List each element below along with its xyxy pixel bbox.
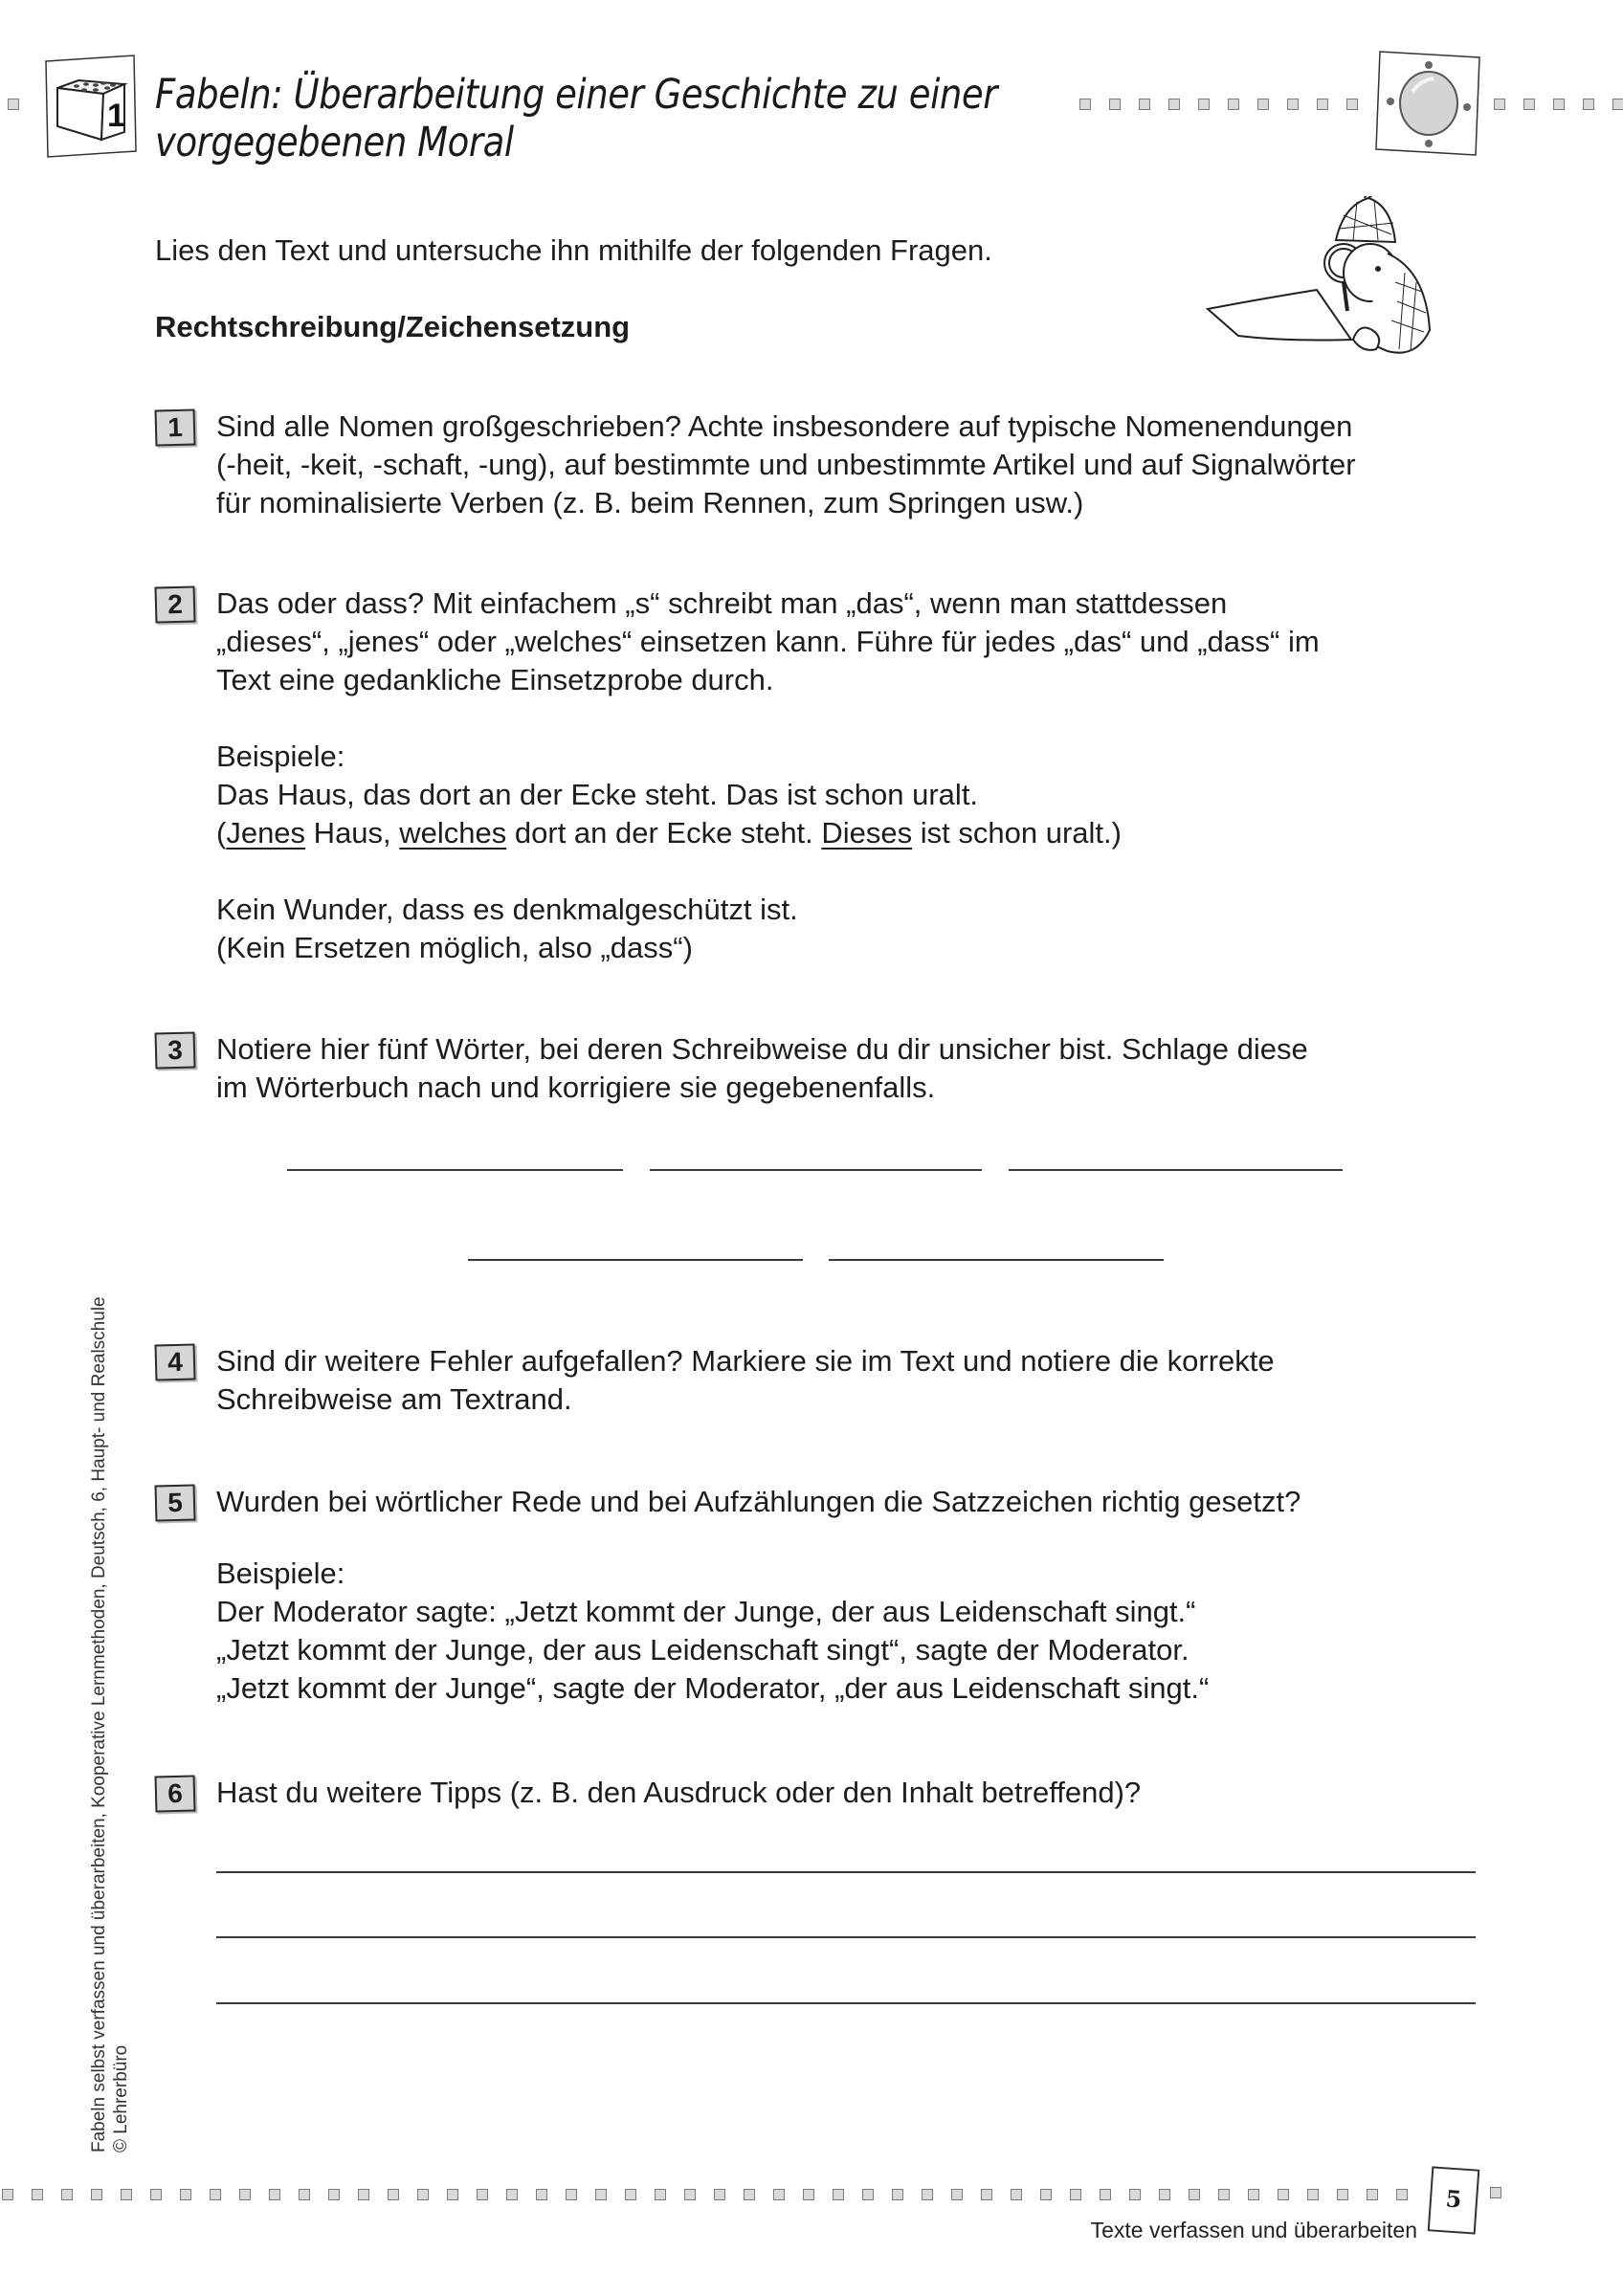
dot-decoration xyxy=(1070,2189,1081,2200)
example-line: Das Haus, das dort an der Ecke steht. Das ist schon uralt. xyxy=(216,778,979,811)
dot-decoration xyxy=(922,2189,933,2200)
dot-decoration xyxy=(358,2189,369,2200)
examples-label: Beispiele: xyxy=(216,740,345,773)
dot-decoration xyxy=(269,2189,280,2200)
example-line-underlined xyxy=(216,814,1499,852)
dot-decoration xyxy=(8,99,19,110)
example-text: Haus, xyxy=(305,816,400,850)
top-right-dots-row xyxy=(1494,99,1623,110)
task-number-badge: 4 xyxy=(155,1343,196,1380)
dot-decoration xyxy=(417,2189,429,2200)
example-line: Kein Wunder, dass es denkmalgeschützt ist. xyxy=(216,893,798,926)
dot-decoration xyxy=(1317,99,1328,110)
dot-decoration xyxy=(1307,2189,1319,2200)
dot-decoration xyxy=(595,2189,607,2200)
dot-decoration xyxy=(1228,99,1239,110)
dot-decoration xyxy=(1287,99,1299,110)
dot-decoration xyxy=(1248,2189,1259,2200)
example-line: „Jetzt kommt der Junge“, sagte der Moderator, „der aus Leidenschaft singt.“ xyxy=(216,1671,1210,1705)
dot-decoration xyxy=(1011,2189,1022,2200)
dot-decoration xyxy=(1278,2189,1289,2200)
word-answer-blank[interactable] xyxy=(287,1169,623,1171)
top-left-dot xyxy=(8,99,37,110)
underlined-word: Dieses xyxy=(821,816,913,850)
dot-decoration xyxy=(625,2189,636,2200)
dot-decoration xyxy=(150,2189,162,2200)
task-text-line: Sind alle Nomen großgeschrieben? Achte insbesondere auf typische Nomenendungen xyxy=(216,409,1353,443)
dot-decoration xyxy=(328,2189,340,2200)
chapter-dice-badge xyxy=(42,54,138,159)
word-answer-blank[interactable] xyxy=(1009,1169,1343,1171)
dot-decoration xyxy=(239,2189,251,2200)
dot-decoration xyxy=(1139,99,1150,110)
dot-decoration xyxy=(1040,2189,1052,2200)
task-text-line: Text eine gedankliche Einsetzprobe durch. xyxy=(216,663,774,696)
dot-decoration xyxy=(447,2189,458,2200)
task-text-line: Schreibweise am Textrand. xyxy=(216,1382,572,1416)
task-number-badge: 1 xyxy=(155,408,196,446)
task-number-badge: 6 xyxy=(155,1775,196,1812)
dot-decoration xyxy=(1189,2189,1200,2200)
task-text-line: für nominalisierte Verben (z. B. beim Rennen, zum Springen usw.) xyxy=(216,486,1084,519)
dot-decoration xyxy=(1218,2189,1230,2200)
task-number-badge: 2 xyxy=(155,585,196,623)
task-number-badge: 3 xyxy=(155,1031,196,1069)
dot-decoration xyxy=(1109,99,1121,110)
side-credit-line: Fabeln selbst verfassen und überarbeiten, Kooperative Lernmethoden, Deutsch, 6, Haupt- und Realschule xyxy=(89,1296,109,2152)
dot-decoration xyxy=(1553,99,1565,110)
word-answer-blank[interactable] xyxy=(468,1259,803,1261)
dot-decoration xyxy=(714,2189,725,2200)
dot-decoration xyxy=(1494,99,1505,110)
porthole-icon xyxy=(1374,50,1481,157)
dot-decoration xyxy=(1612,99,1623,110)
top-dots-row xyxy=(1079,99,1376,110)
example-text: ( xyxy=(216,816,227,850)
dot-decoration xyxy=(1159,2189,1170,2200)
task-text-line: Hast du weitere Tipps (z. B. den Ausdruck oder den Inhalt betreffend)? xyxy=(216,1776,1142,1809)
page-title xyxy=(155,71,997,166)
task-text-line: Notiere hier fünf Wörter, bei deren Schreibweise du dir unsicher bist. Schlage diese xyxy=(216,1032,1308,1066)
dot-decoration xyxy=(1346,99,1358,110)
word-answer-blank[interactable] xyxy=(650,1169,982,1171)
dot-decoration xyxy=(566,2189,577,2200)
dot-decoration xyxy=(121,2189,132,2200)
example-line: „Jetzt kommt der Junge, der aus Leidenschaft singt“, sagte der Moderator. xyxy=(216,1633,1189,1667)
answer-line[interactable] xyxy=(216,1936,1476,1938)
task-text-line: Wurden bei wörtlicher Rede und bei Aufzählungen die Satzzeichen richtig gesetzt? xyxy=(216,1485,1301,1518)
underlined-word: Jenes xyxy=(226,816,306,850)
dot-decoration xyxy=(1583,99,1594,110)
dot-decoration xyxy=(2,2189,13,2200)
dot-decoration xyxy=(536,2189,547,2200)
dot-decoration xyxy=(803,2189,814,2200)
page-title-line: vorgegebenen Moral xyxy=(155,119,514,166)
task-number-badge: 5 xyxy=(155,1484,196,1521)
bottom-right-dot xyxy=(1490,2187,1520,2198)
page-title-line: Fabeln: Überarbeitung einer Geschichte zu einer xyxy=(155,71,998,119)
task-text-line: „dieses“, „jenes“ oder „welches“ einsetzen kann. Führe für jedes „das“ und „dass“ im xyxy=(216,625,1320,658)
answer-line[interactable] xyxy=(216,1871,1476,1873)
examples-label: Beispiele: xyxy=(216,1556,345,1590)
example-text: ist schon uralt.) xyxy=(912,816,1122,850)
dot-decoration xyxy=(981,2189,992,2200)
dot-decoration xyxy=(862,2189,874,2200)
dot-decoration xyxy=(1490,2187,1501,2198)
dot-decoration xyxy=(388,2189,399,2200)
dot-decoration xyxy=(1198,99,1210,110)
dot-decoration xyxy=(773,2189,785,2200)
detective-illustration xyxy=(1200,196,1458,366)
bottom-dots-row xyxy=(2,2189,1426,2200)
answer-line[interactable] xyxy=(216,2002,1476,2004)
dot-decoration xyxy=(655,2189,666,2200)
dot-decoration xyxy=(892,2189,903,2200)
dot-decoration xyxy=(684,2189,696,2200)
dot-decoration xyxy=(180,2189,191,2200)
dot-decoration xyxy=(951,2189,963,2200)
porthole-badge xyxy=(1374,50,1481,157)
chapter-number: 1 xyxy=(107,98,125,134)
intro-text: Lies den Text und untersuche ihn mithilfe der folgenden Fragen. xyxy=(155,233,992,267)
dot-decoration xyxy=(1337,2189,1348,2200)
word-answer-blank[interactable] xyxy=(829,1259,1164,1261)
task-text-line: (-heit, -keit, -schaft, -ung), auf bestimmte und unbestimmte Artikel und auf Signalwörter xyxy=(216,448,1356,481)
dot-decoration xyxy=(210,2189,221,2200)
example-line: (Kein Ersetzen möglich, also „dass“) xyxy=(216,931,693,964)
dot-decoration xyxy=(61,2189,73,2200)
underlined-word: welches xyxy=(399,816,507,850)
example-line: Der Moderator sagte: „Jetzt kommt der Junge, der aus Leidenschaft singt.“ xyxy=(216,1595,1196,1628)
dot-decoration xyxy=(1079,99,1091,110)
task-text-line: im Wörterbuch nach und korrigiere sie gegebenenfalls. xyxy=(216,1071,936,1104)
page-number: 5 xyxy=(1428,2166,1480,2234)
side-credit xyxy=(88,1296,132,2152)
dot-decoration xyxy=(1396,2189,1408,2200)
dot-decoration xyxy=(744,2189,755,2200)
example-text: dort an der Ecke steht. xyxy=(506,816,822,850)
footer-section-title: Texte verfassen und überarbeiten xyxy=(1090,2218,1417,2242)
dot-decoration xyxy=(1129,2189,1141,2200)
dot-decoration xyxy=(1523,99,1535,110)
dot-decoration xyxy=(477,2189,488,2200)
dot-decoration xyxy=(1168,99,1180,110)
side-credit-line: © Lehrerbüro xyxy=(111,2044,131,2152)
dot-decoration xyxy=(506,2189,518,2200)
dot-decoration xyxy=(299,2189,310,2200)
dot-decoration xyxy=(1100,2189,1111,2200)
task-text-line: Sind dir weitere Fehler aufgefallen? Markiere sie im Text und notiere die korrekte xyxy=(216,1344,1275,1378)
section-title: Rechtschreibung/Zeichensetzung xyxy=(155,310,631,343)
dot-decoration xyxy=(32,2189,43,2200)
dot-decoration xyxy=(833,2189,844,2200)
dot-decoration xyxy=(91,2189,102,2200)
task-text-line: Das oder dass? Mit einfachem „s“ schreibt man „das“, wenn man stattdessen xyxy=(216,586,1228,620)
dot-decoration xyxy=(1257,99,1269,110)
dot-decoration xyxy=(1367,2189,1378,2200)
